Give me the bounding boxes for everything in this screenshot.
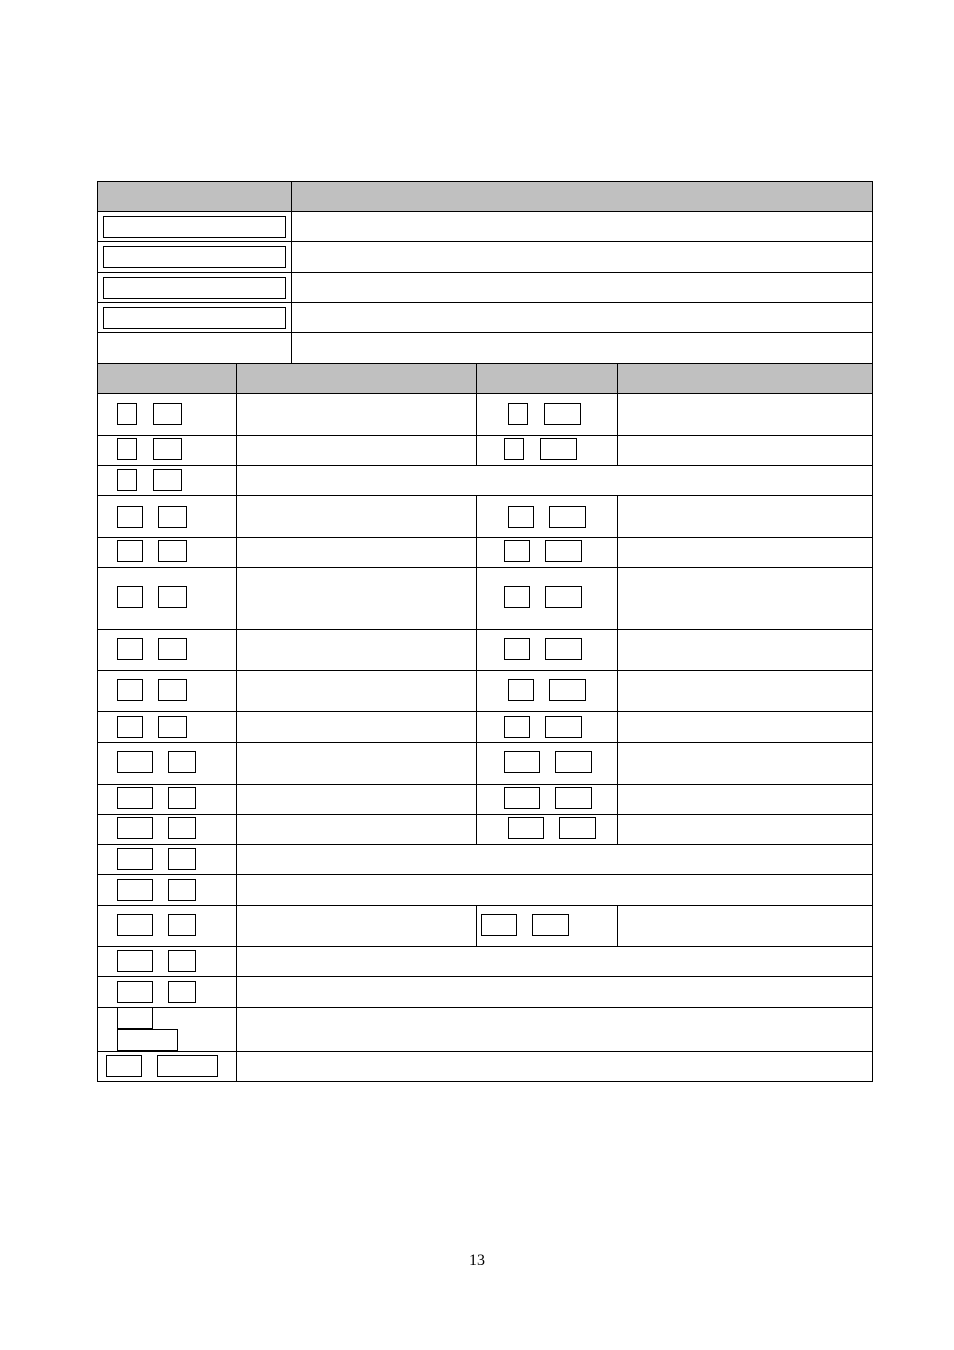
table-rule bbox=[97, 393, 873, 394]
column-divider bbox=[476, 905, 477, 946]
checkbox-field[interactable] bbox=[117, 950, 153, 972]
checkbox-field[interactable] bbox=[555, 751, 592, 773]
table-rule bbox=[97, 946, 873, 947]
table-rule bbox=[97, 1007, 873, 1008]
checkbox-field[interactable] bbox=[168, 950, 196, 972]
checkbox-field[interactable] bbox=[532, 914, 569, 936]
checkbox-field[interactable] bbox=[504, 716, 530, 738]
table-rule bbox=[97, 495, 873, 496]
table-rule bbox=[97, 272, 873, 273]
table-border-left bbox=[97, 181, 98, 1081]
column-divider bbox=[476, 363, 477, 465]
checkbox-field[interactable] bbox=[168, 981, 196, 1003]
checkbox-field[interactable] bbox=[117, 540, 143, 562]
checkbox-field[interactable] bbox=[117, 981, 153, 1003]
checkbox-field[interactable] bbox=[545, 586, 582, 608]
checkbox-field[interactable] bbox=[158, 716, 187, 738]
checkbox-field[interactable] bbox=[504, 638, 530, 660]
checkbox-field[interactable] bbox=[481, 914, 517, 936]
checkbox-field[interactable] bbox=[117, 848, 153, 870]
header-band-top bbox=[97, 181, 872, 211]
checkbox-field[interactable] bbox=[117, 586, 143, 608]
table-rule bbox=[97, 241, 873, 242]
checkbox-field[interactable] bbox=[508, 403, 528, 425]
checkbox-field[interactable] bbox=[153, 403, 182, 425]
table-rule bbox=[97, 976, 873, 977]
checkbox-field[interactable] bbox=[106, 1055, 142, 1077]
checkbox-field[interactable] bbox=[168, 787, 196, 809]
checkbox-field[interactable] bbox=[117, 914, 153, 936]
checkbox-field[interactable] bbox=[504, 438, 524, 460]
table-rule bbox=[97, 742, 873, 743]
checkbox-field[interactable] bbox=[158, 638, 187, 660]
checkbox-field[interactable] bbox=[158, 586, 187, 608]
table-rule bbox=[97, 567, 873, 568]
checkbox-field[interactable] bbox=[153, 469, 182, 491]
checkbox-field[interactable] bbox=[168, 914, 196, 936]
checkbox-field[interactable] bbox=[559, 817, 596, 839]
checkbox-field[interactable] bbox=[168, 751, 196, 773]
table-rule bbox=[97, 905, 873, 906]
table-rule bbox=[97, 332, 873, 333]
column-divider bbox=[236, 363, 237, 1081]
checkbox-field[interactable] bbox=[508, 506, 534, 528]
checkbox-field[interactable] bbox=[117, 403, 137, 425]
checkbox-field[interactable] bbox=[117, 506, 143, 528]
checkbox-field[interactable] bbox=[544, 403, 581, 425]
checkbox-field[interactable] bbox=[117, 638, 143, 660]
checkbox-field[interactable] bbox=[117, 787, 153, 809]
checkbox-field[interactable] bbox=[508, 679, 534, 701]
table-rule bbox=[97, 711, 873, 712]
checkbox-field[interactable] bbox=[117, 438, 137, 460]
checkbox-field[interactable] bbox=[158, 540, 187, 562]
header-band-sub bbox=[97, 363, 872, 393]
column-divider bbox=[617, 905, 618, 946]
checkbox-field[interactable] bbox=[545, 638, 582, 660]
checkbox-field[interactable] bbox=[549, 506, 586, 528]
checkbox-field[interactable] bbox=[157, 1055, 218, 1077]
table-rule bbox=[97, 874, 873, 875]
text-field[interactable] bbox=[103, 216, 286, 238]
checkbox-field[interactable] bbox=[168, 879, 196, 901]
checkbox-field[interactable] bbox=[117, 1029, 178, 1051]
column-divider bbox=[617, 495, 618, 844]
checkbox-field[interactable] bbox=[504, 586, 530, 608]
checkbox-field[interactable] bbox=[117, 1007, 153, 1029]
text-field[interactable] bbox=[103, 246, 286, 268]
checkbox-field[interactable] bbox=[117, 716, 143, 738]
checkbox-field[interactable] bbox=[153, 438, 182, 460]
table-rule bbox=[97, 435, 873, 436]
text-field[interactable] bbox=[103, 307, 286, 329]
column-divider bbox=[476, 495, 477, 844]
checkbox-field[interactable] bbox=[504, 751, 540, 773]
column-divider bbox=[617, 363, 618, 465]
table-rule bbox=[97, 670, 873, 671]
text-field[interactable] bbox=[103, 277, 286, 299]
checkbox-field[interactable] bbox=[158, 679, 187, 701]
checkbox-field[interactable] bbox=[504, 540, 530, 562]
table-rule bbox=[97, 302, 873, 303]
checkbox-field[interactable] bbox=[508, 817, 544, 839]
table-rule bbox=[97, 537, 873, 538]
checkbox-field[interactable] bbox=[117, 751, 153, 773]
checkbox-field[interactable] bbox=[117, 679, 143, 701]
table-rule bbox=[97, 629, 873, 630]
table-rule bbox=[97, 844, 873, 845]
checkbox-field[interactable] bbox=[168, 817, 196, 839]
table-rule bbox=[97, 1081, 873, 1082]
checkbox-field[interactable] bbox=[545, 540, 582, 562]
checkbox-field[interactable] bbox=[158, 506, 187, 528]
checkbox-field[interactable] bbox=[549, 679, 586, 701]
table-rule bbox=[97, 784, 873, 785]
column-divider bbox=[291, 181, 292, 363]
checkbox-field[interactable] bbox=[117, 817, 153, 839]
checkbox-field[interactable] bbox=[540, 438, 577, 460]
table-rule bbox=[97, 363, 873, 364]
table-border-right bbox=[872, 181, 873, 1081]
checkbox-field[interactable] bbox=[555, 787, 592, 809]
table-rule bbox=[97, 181, 873, 182]
table-rule bbox=[97, 814, 873, 815]
table-rule bbox=[97, 211, 873, 212]
table-rule bbox=[97, 1051, 873, 1052]
checkbox-field[interactable] bbox=[168, 848, 196, 870]
checkbox-field[interactable] bbox=[117, 469, 137, 491]
checkbox-field[interactable] bbox=[117, 879, 153, 901]
checkbox-field[interactable] bbox=[545, 716, 582, 738]
table-rule bbox=[97, 465, 873, 466]
page-number: 13 bbox=[469, 1252, 485, 1269]
checkbox-field[interactable] bbox=[504, 787, 540, 809]
